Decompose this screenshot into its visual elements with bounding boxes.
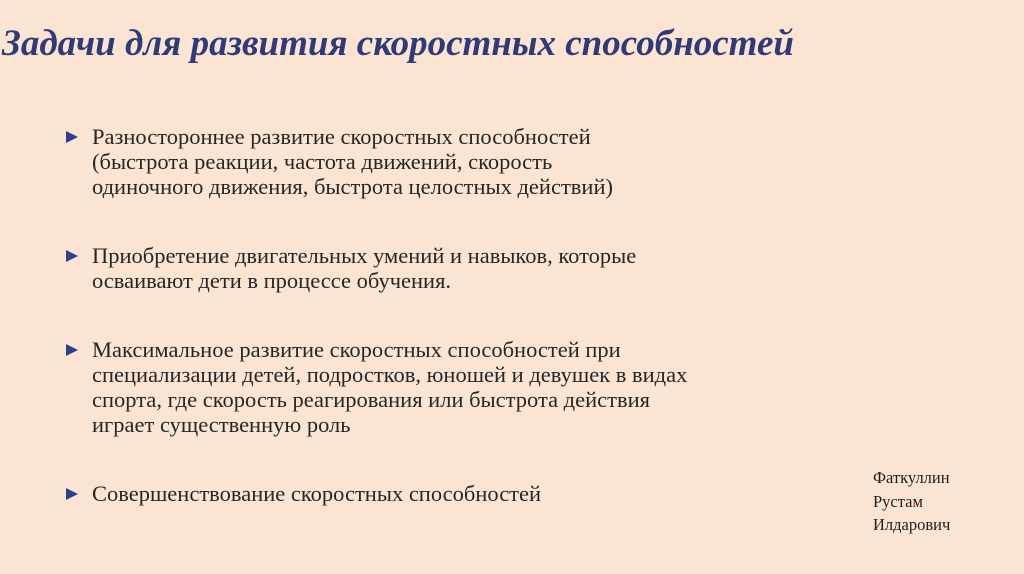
bullet-text — [92, 243, 782, 293]
bullet-line: спорта, где скорость реагирования или быстрота действия — [92, 387, 650, 412]
slide-title: Задачи для развития скоростных способностей — [2, 23, 794, 64]
bullet-list — [62, 124, 782, 506]
bullet-line: Приобретение двигательных умений и навыков, которые — [92, 243, 637, 268]
bullet-line: Разностороннее развитие скоростных способностей — [92, 124, 591, 149]
bullet-line: одиночного движения, быстрота целостных действий) — [92, 174, 613, 199]
bullet-line: осваивают дети в процессе обучения. — [92, 268, 452, 293]
author-name — [873, 466, 1013, 537]
triangle-right-icon — [65, 130, 79, 144]
triangle-right-icon — [65, 487, 79, 501]
bullet-line: играет существенную роль — [92, 412, 351, 437]
author-line: Рустам — [873, 491, 923, 511]
bullet-line: Совершенствование скоростных способностей — [92, 481, 542, 506]
triangle-right-icon — [65, 249, 79, 263]
bullet-item — [62, 337, 782, 437]
bullet-line: специализации детей, подростков, юношей и девушек в видах — [92, 362, 688, 387]
author-line: Илдарович — [873, 515, 951, 534]
bullet-line: (быстрота реакции, частота движений, скорость — [92, 149, 553, 174]
bullet-item — [62, 124, 782, 199]
bullet-line: Максимальное развитие скоростных способностей при — [92, 337, 621, 362]
triangle-right-icon — [65, 343, 79, 357]
bullet-text — [92, 481, 782, 506]
author-line: Фаткуллин — [873, 468, 950, 487]
bullet-text — [92, 124, 782, 199]
bullet-text — [92, 337, 782, 437]
bullet-item — [62, 481, 782, 506]
bullet-item — [62, 243, 782, 293]
